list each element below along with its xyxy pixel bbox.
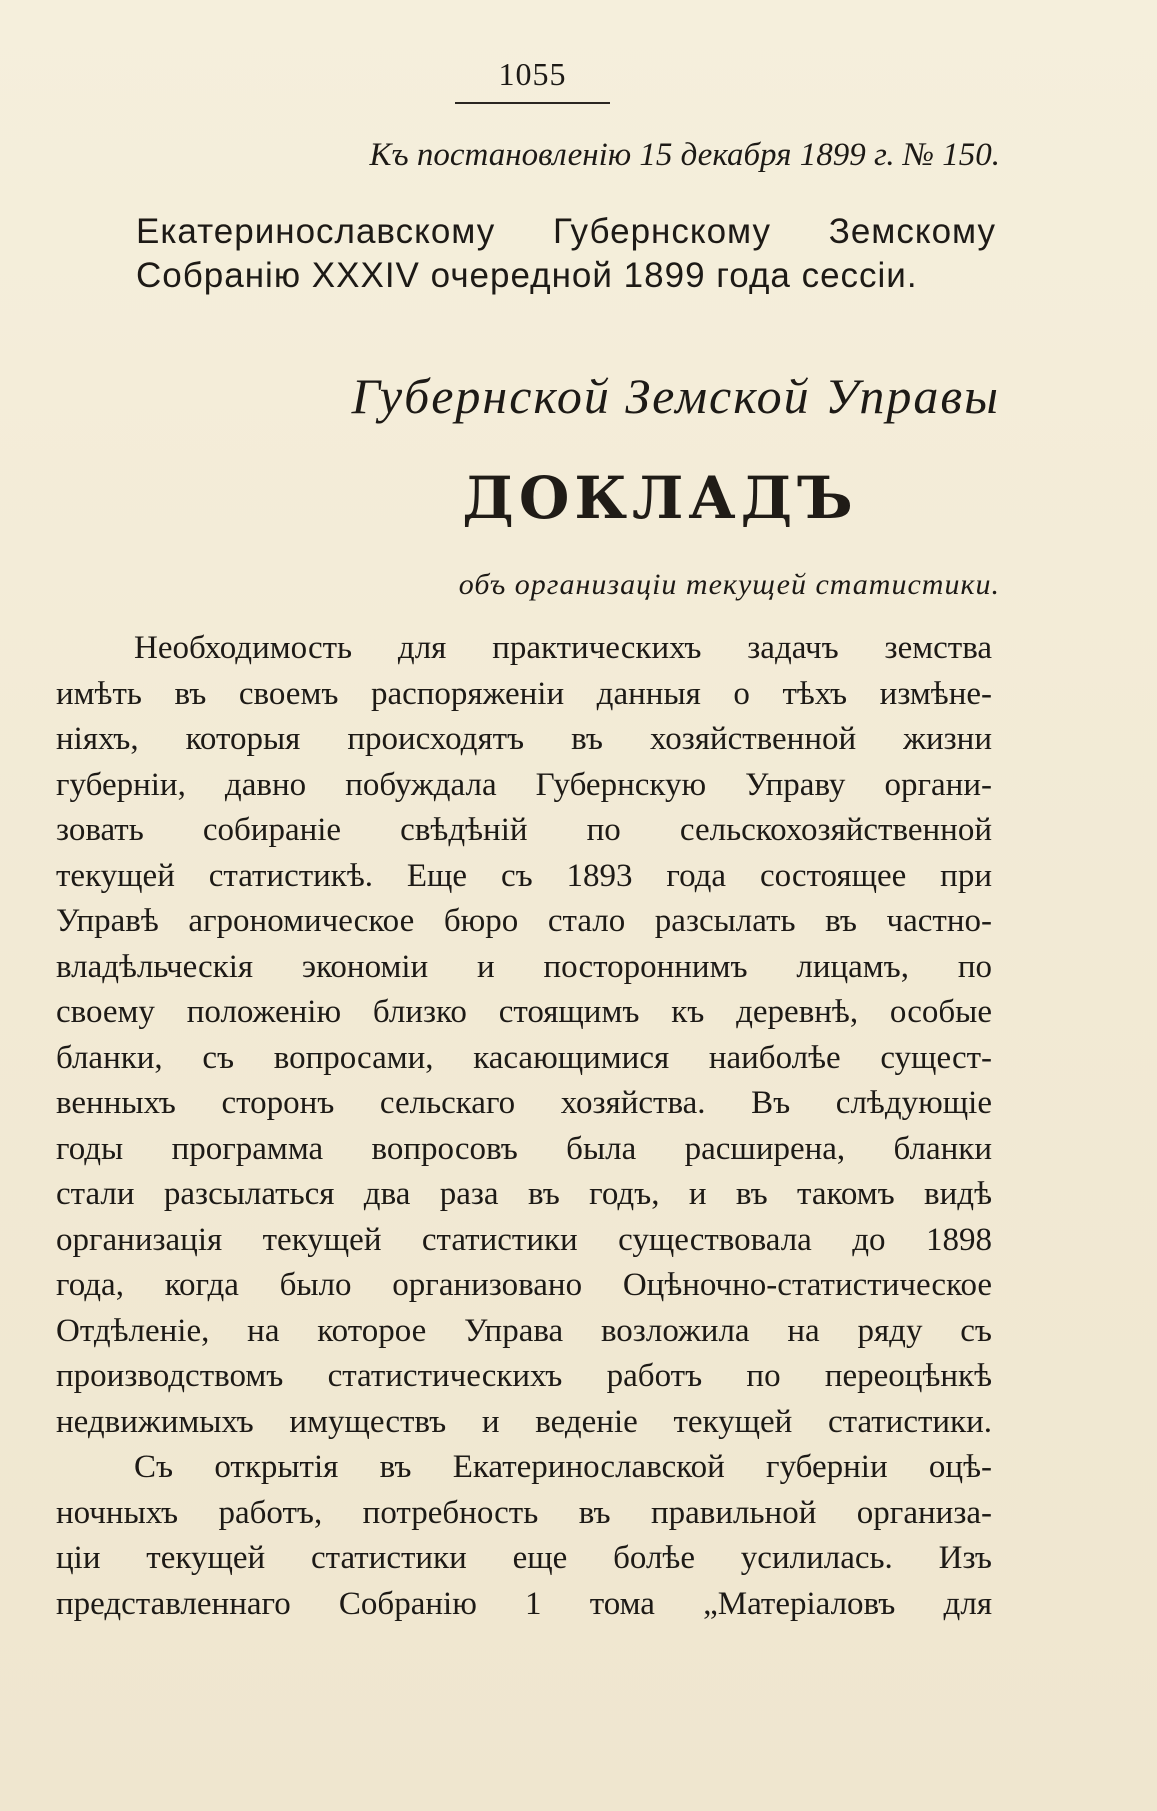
body-line: ціи текущей статистики еще болѣе усилилась. Изъ (56, 1540, 992, 1576)
body-line: Отдѣленіе, на которое Управа возложила на ряду съ (56, 1312, 992, 1349)
heading-board: Губернской Земской Управы (351, 368, 1000, 424)
body-line: Необходимость для практическихъ задачъ земства (134, 630, 992, 666)
addressee-line: Собранію XXXIV очередной 1899 года сессіи. (136, 256, 918, 295)
body-line: Съ открытія въ Екатеринославской губерніи оцѣ- (134, 1449, 992, 1485)
page-number-rule (455, 102, 610, 104)
page-number: 1055 (498, 56, 567, 92)
body-line: организація текущей статистики существовала до 1898 (56, 1221, 992, 1258)
body-line: недвижимыхъ имуществъ и веденіе текущей статистики. (56, 1403, 992, 1440)
body-line: стали разсылаться два раза въ годъ, и въ такомъ видѣ (56, 1176, 992, 1212)
body-line: владѣльческія экономіи и постороннимъ лицамъ, по (56, 948, 992, 985)
body-line: имѣть въ своемъ распоряженіи данныя о тѣхъ измѣне- (56, 675, 992, 712)
body-text (56, 626, 992, 1627)
body-line: года, когда было организовано Оцѣночно-статистическое (56, 1267, 992, 1303)
body-line: своему положенію близко стоящимъ къ деревнѣ, особые (56, 994, 992, 1030)
body-line: представленнаго Собранію 1 тома „Матеріаловъ для (56, 1585, 992, 1622)
report-subtitle: объ организаціи текущей статистики. (458, 568, 1000, 601)
body-line: годы программа вопросовъ была расширена, бланки (56, 1130, 992, 1167)
body-line: венныхъ сторонъ сельскаго хозяйства. Въ слѣдующіе (56, 1085, 992, 1121)
body-line: текущей статистикѣ. Еще съ 1893 года состоящее при (56, 857, 992, 894)
body-line: ночныхъ работъ, потребность въ правильной организа- (56, 1494, 992, 1531)
resolution-reference: Къ постановленію 15 декабря 1899 г. № 150. (369, 137, 1000, 173)
addressee-line: Екатеринославскому Губернскому Земскому (136, 212, 996, 251)
addressee-block (136, 210, 996, 298)
body-line: производствомъ статистическихъ работъ по переоцѣнкѣ (56, 1358, 992, 1394)
body-line: губерніи, давно побуждала Губернскую Управу органи- (56, 766, 992, 803)
body-line: бланки, съ вопросами, касающимися наиболѣе сущест- (56, 1039, 992, 1076)
heading-report: ДОКЛАДЪ (462, 464, 858, 532)
body-line: ніяхъ, которыя происходятъ въ хозяйственной жизни (56, 721, 992, 757)
body-line: Управѣ агрономическое бюро стало разсылать въ частно- (56, 903, 992, 939)
body-line: зовать собираніе свѣдѣній по сельскохозяйственной (56, 812, 992, 848)
